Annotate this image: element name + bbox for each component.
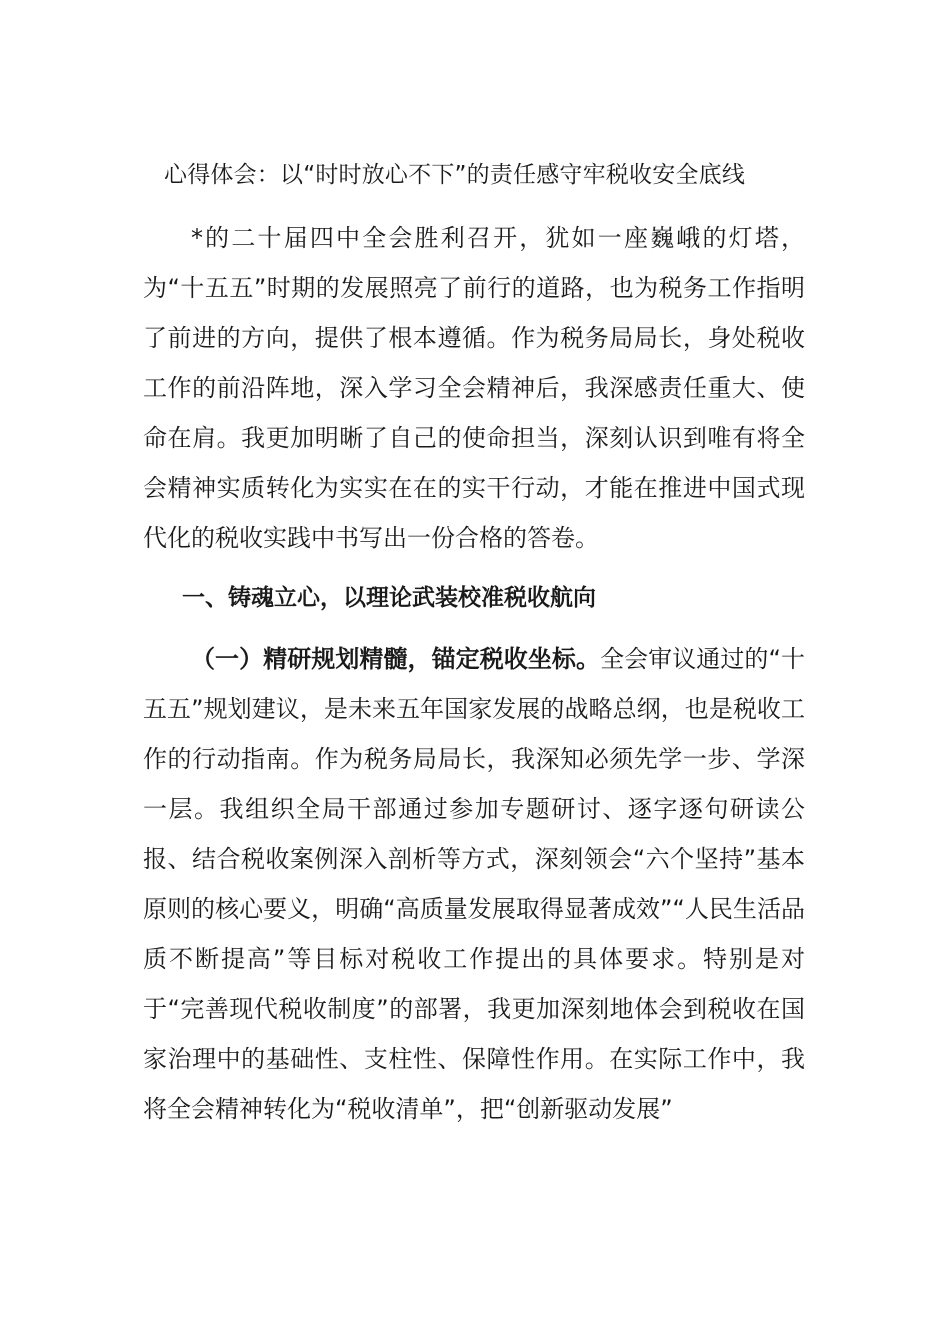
subsection-paragraph-1 <box>143 634 805 1134</box>
subsection-lead: （一）精研规划精髓，锚定税收坐标。 <box>191 645 601 673</box>
section-heading-1: 一、铸魂立心，以理论武装校准税收航向 <box>182 585 596 611</box>
document-title: 心得体会：以“时时放心不下”的责任感守牢税收安全底线 <box>164 162 746 188</box>
subsection-body: 全会审议通过的“十五五”规划建议，是未来五年国家发展的战略总纲，也是税收工作的行动指南。作为税务局局长，我深知必须先学一步、学深一层。我组织全局干部通过参加专题研讨、逐字逐句研读公报、结合税收案例深入剖析等方式，深刻领会“六个坚持”基本原则的核心要义，明确“高质量发展取得显著成效”“人民生活品质不断提高”等目标对税收工作提出的具体要求。特别是对于“完善现代税收制度”的部署，我更加深刻地体会到税收在国家治理中的基础性、支柱性、保障性作用。在实际工作中，我将全会精神转化为“税收清单”，把“创新驱动发展” <box>143 645 805 1123</box>
intro-paragraph: *的二十届四中全会胜利召开，犹如一座巍峨的灯塔，为“十五五”时期的发展照亮了前行的道路，也为税务工作指明了前进的方向，提供了根本遵循。作为税务局局长，身处税收工作的前沿阵地，深入学习全会精神后，我深感责任重大、使命在肩。我更加明晰了自己的使命担当，深刻认识到唯有将全会精神实质转化为实实在在的实干行动，才能在推进中国式现代化的税收实践中书写出一份合格的答卷。 <box>143 224 805 552</box>
